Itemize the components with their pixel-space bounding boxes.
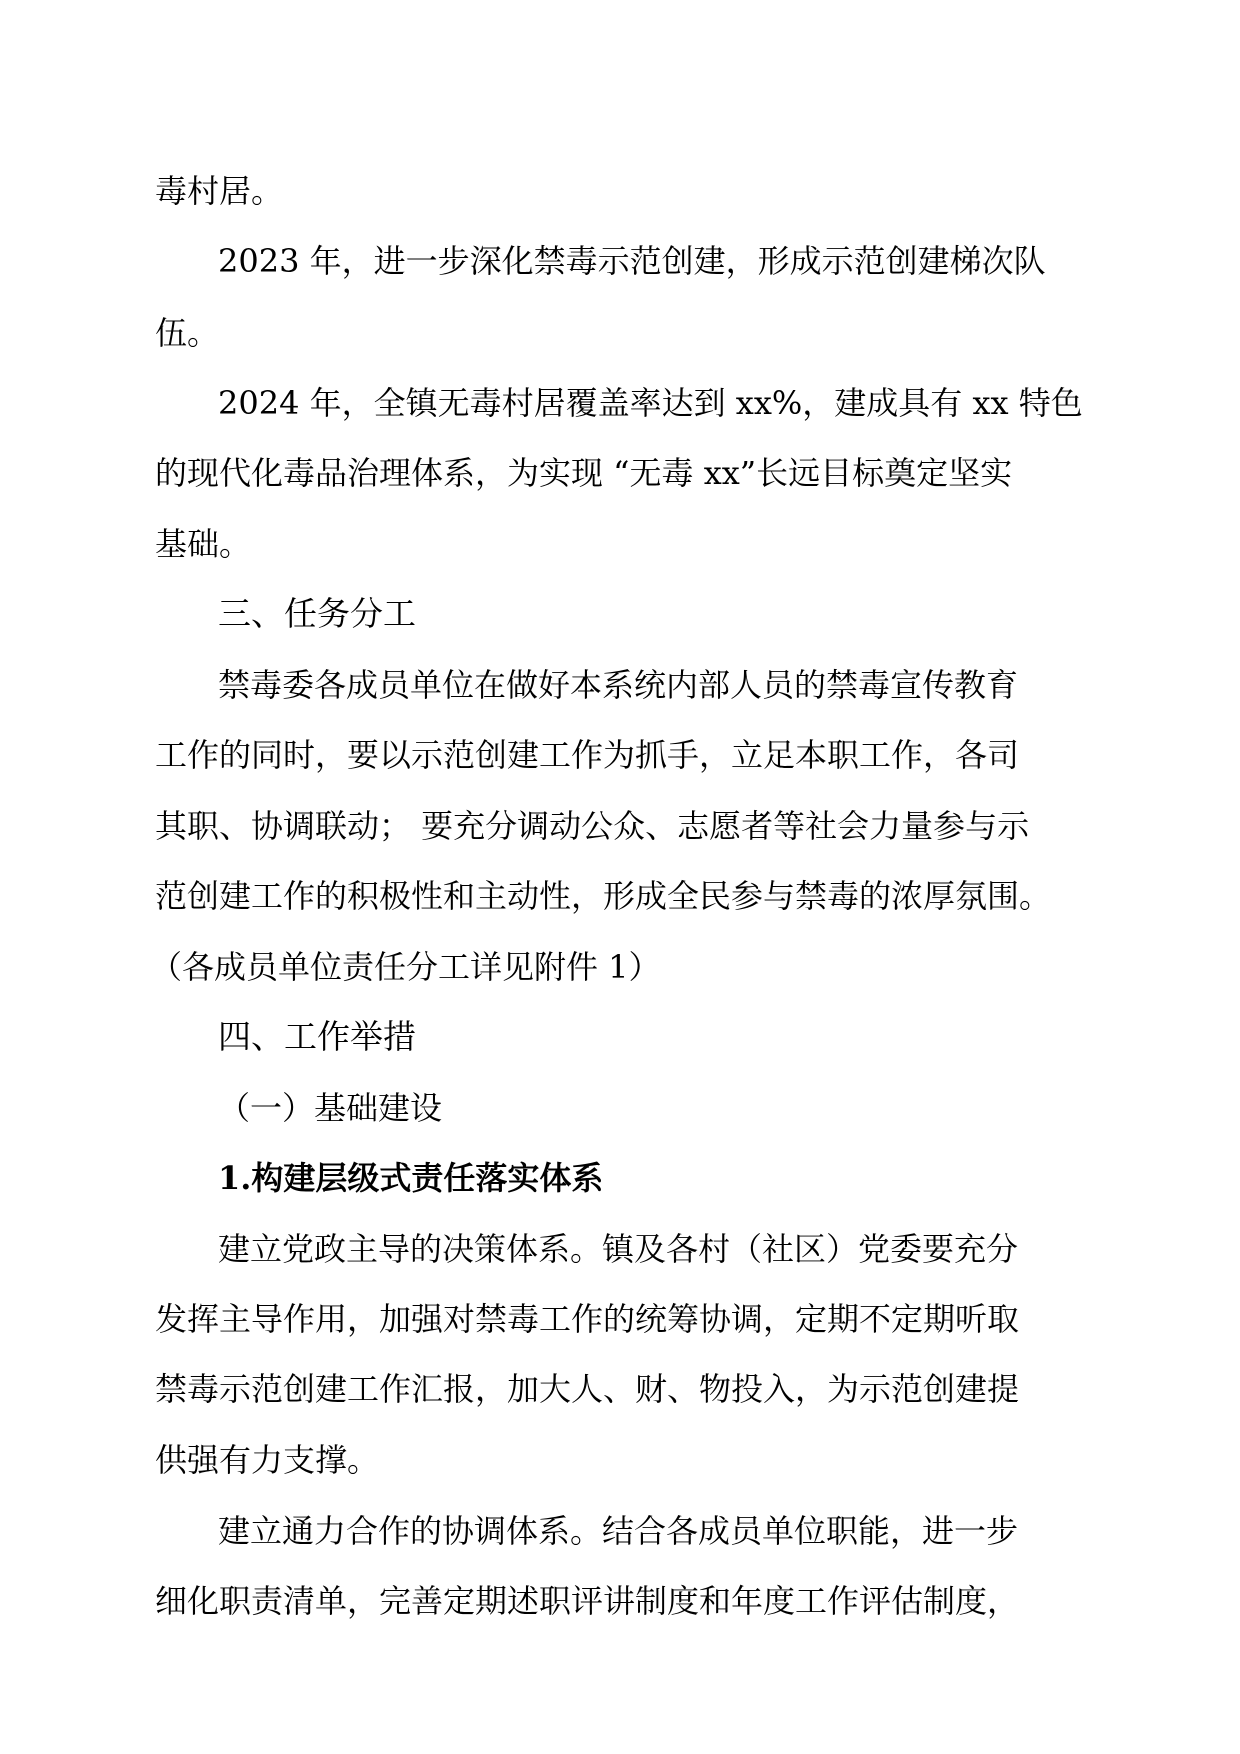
heading-text: 1.构建层级式责任落实体系 bbox=[218, 1159, 604, 1197]
paragraph-line bbox=[0, 1289, 1240, 1349]
line-text: 发挥主导作用，加强对禁毒工作的统筹协调，定期不定期听取 bbox=[155, 1300, 1020, 1338]
paragraph-line bbox=[0, 1430, 1240, 1490]
line-text: 细化职责清单，完善定期述职评讲制度和年度工作评估制度， bbox=[155, 1582, 1020, 1620]
paragraph-line bbox=[0, 514, 1240, 574]
paragraph-line bbox=[0, 1571, 1240, 1631]
section-heading bbox=[0, 1007, 1240, 1067]
subsection-heading bbox=[0, 1078, 1240, 1138]
line-text: 建立党政主导的决策体系。镇及各村（社区）党委要充分 bbox=[218, 1230, 1019, 1268]
line-text: 伍。 bbox=[155, 314, 220, 352]
heading-text: 四、工作举措 bbox=[218, 1017, 416, 1056]
section-heading bbox=[0, 584, 1240, 644]
paragraph-line bbox=[0, 937, 1240, 997]
line-text: 2023 年，进一步深化禁毒示范创建，形成示范创建梯次队 bbox=[218, 242, 1046, 280]
line-text: 禁毒委各成员单位在做好本系统内部人员的禁毒宣传教育 bbox=[218, 666, 1019, 704]
line-text: 范创建工作的积极性和主动性，形成全民参与禁毒的浓厚氛围。 bbox=[155, 877, 1052, 915]
item-heading bbox=[0, 1148, 1240, 1208]
paragraph-line bbox=[0, 1219, 1240, 1279]
paragraph-line bbox=[0, 725, 1240, 785]
line-text: 禁毒示范创建工作汇报，加大人、财、物投入，为示范创建提 bbox=[155, 1370, 1020, 1408]
paragraph-line bbox=[0, 1501, 1240, 1561]
paragraph-line bbox=[0, 231, 1240, 291]
paragraph-line bbox=[0, 373, 1240, 433]
line-text: 工作的同时，要以示范创建工作为抓手，立足本职工作，各司 bbox=[155, 736, 1020, 774]
paragraph-line bbox=[0, 303, 1240, 363]
heading-text: 三、任务分工 bbox=[218, 594, 416, 633]
line-text: 的现代化毒品治理体系，为实现 “无毒 xx”长远目标奠定坚实 bbox=[155, 454, 1013, 492]
paragraph-line bbox=[0, 866, 1240, 926]
line-text: 2024 年，全镇无毒村居覆盖率达到 xx%，建成具有 xx 特色 bbox=[218, 384, 1083, 422]
line-text: 建立通力合作的协调体系。结合各成员单位职能，进一步 bbox=[218, 1512, 1019, 1550]
line-text: 供强有力支撑。 bbox=[155, 1441, 380, 1479]
line-text: 基础。 bbox=[155, 525, 252, 563]
line-text: （各成员单位责任分工详见附件 1） bbox=[150, 948, 661, 986]
line-text: 其职、协调联动； 要充分调动公众、志愿者等社会力量参与示 bbox=[155, 807, 1030, 845]
paragraph-line bbox=[0, 161, 1240, 221]
heading-text: （一）基础建设 bbox=[218, 1089, 443, 1127]
paragraph-line bbox=[0, 443, 1240, 503]
paragraph-line bbox=[0, 1359, 1240, 1419]
paragraph-line bbox=[0, 655, 1240, 715]
line-text: 毒村居。 bbox=[155, 172, 284, 210]
paragraph-line bbox=[0, 796, 1240, 856]
